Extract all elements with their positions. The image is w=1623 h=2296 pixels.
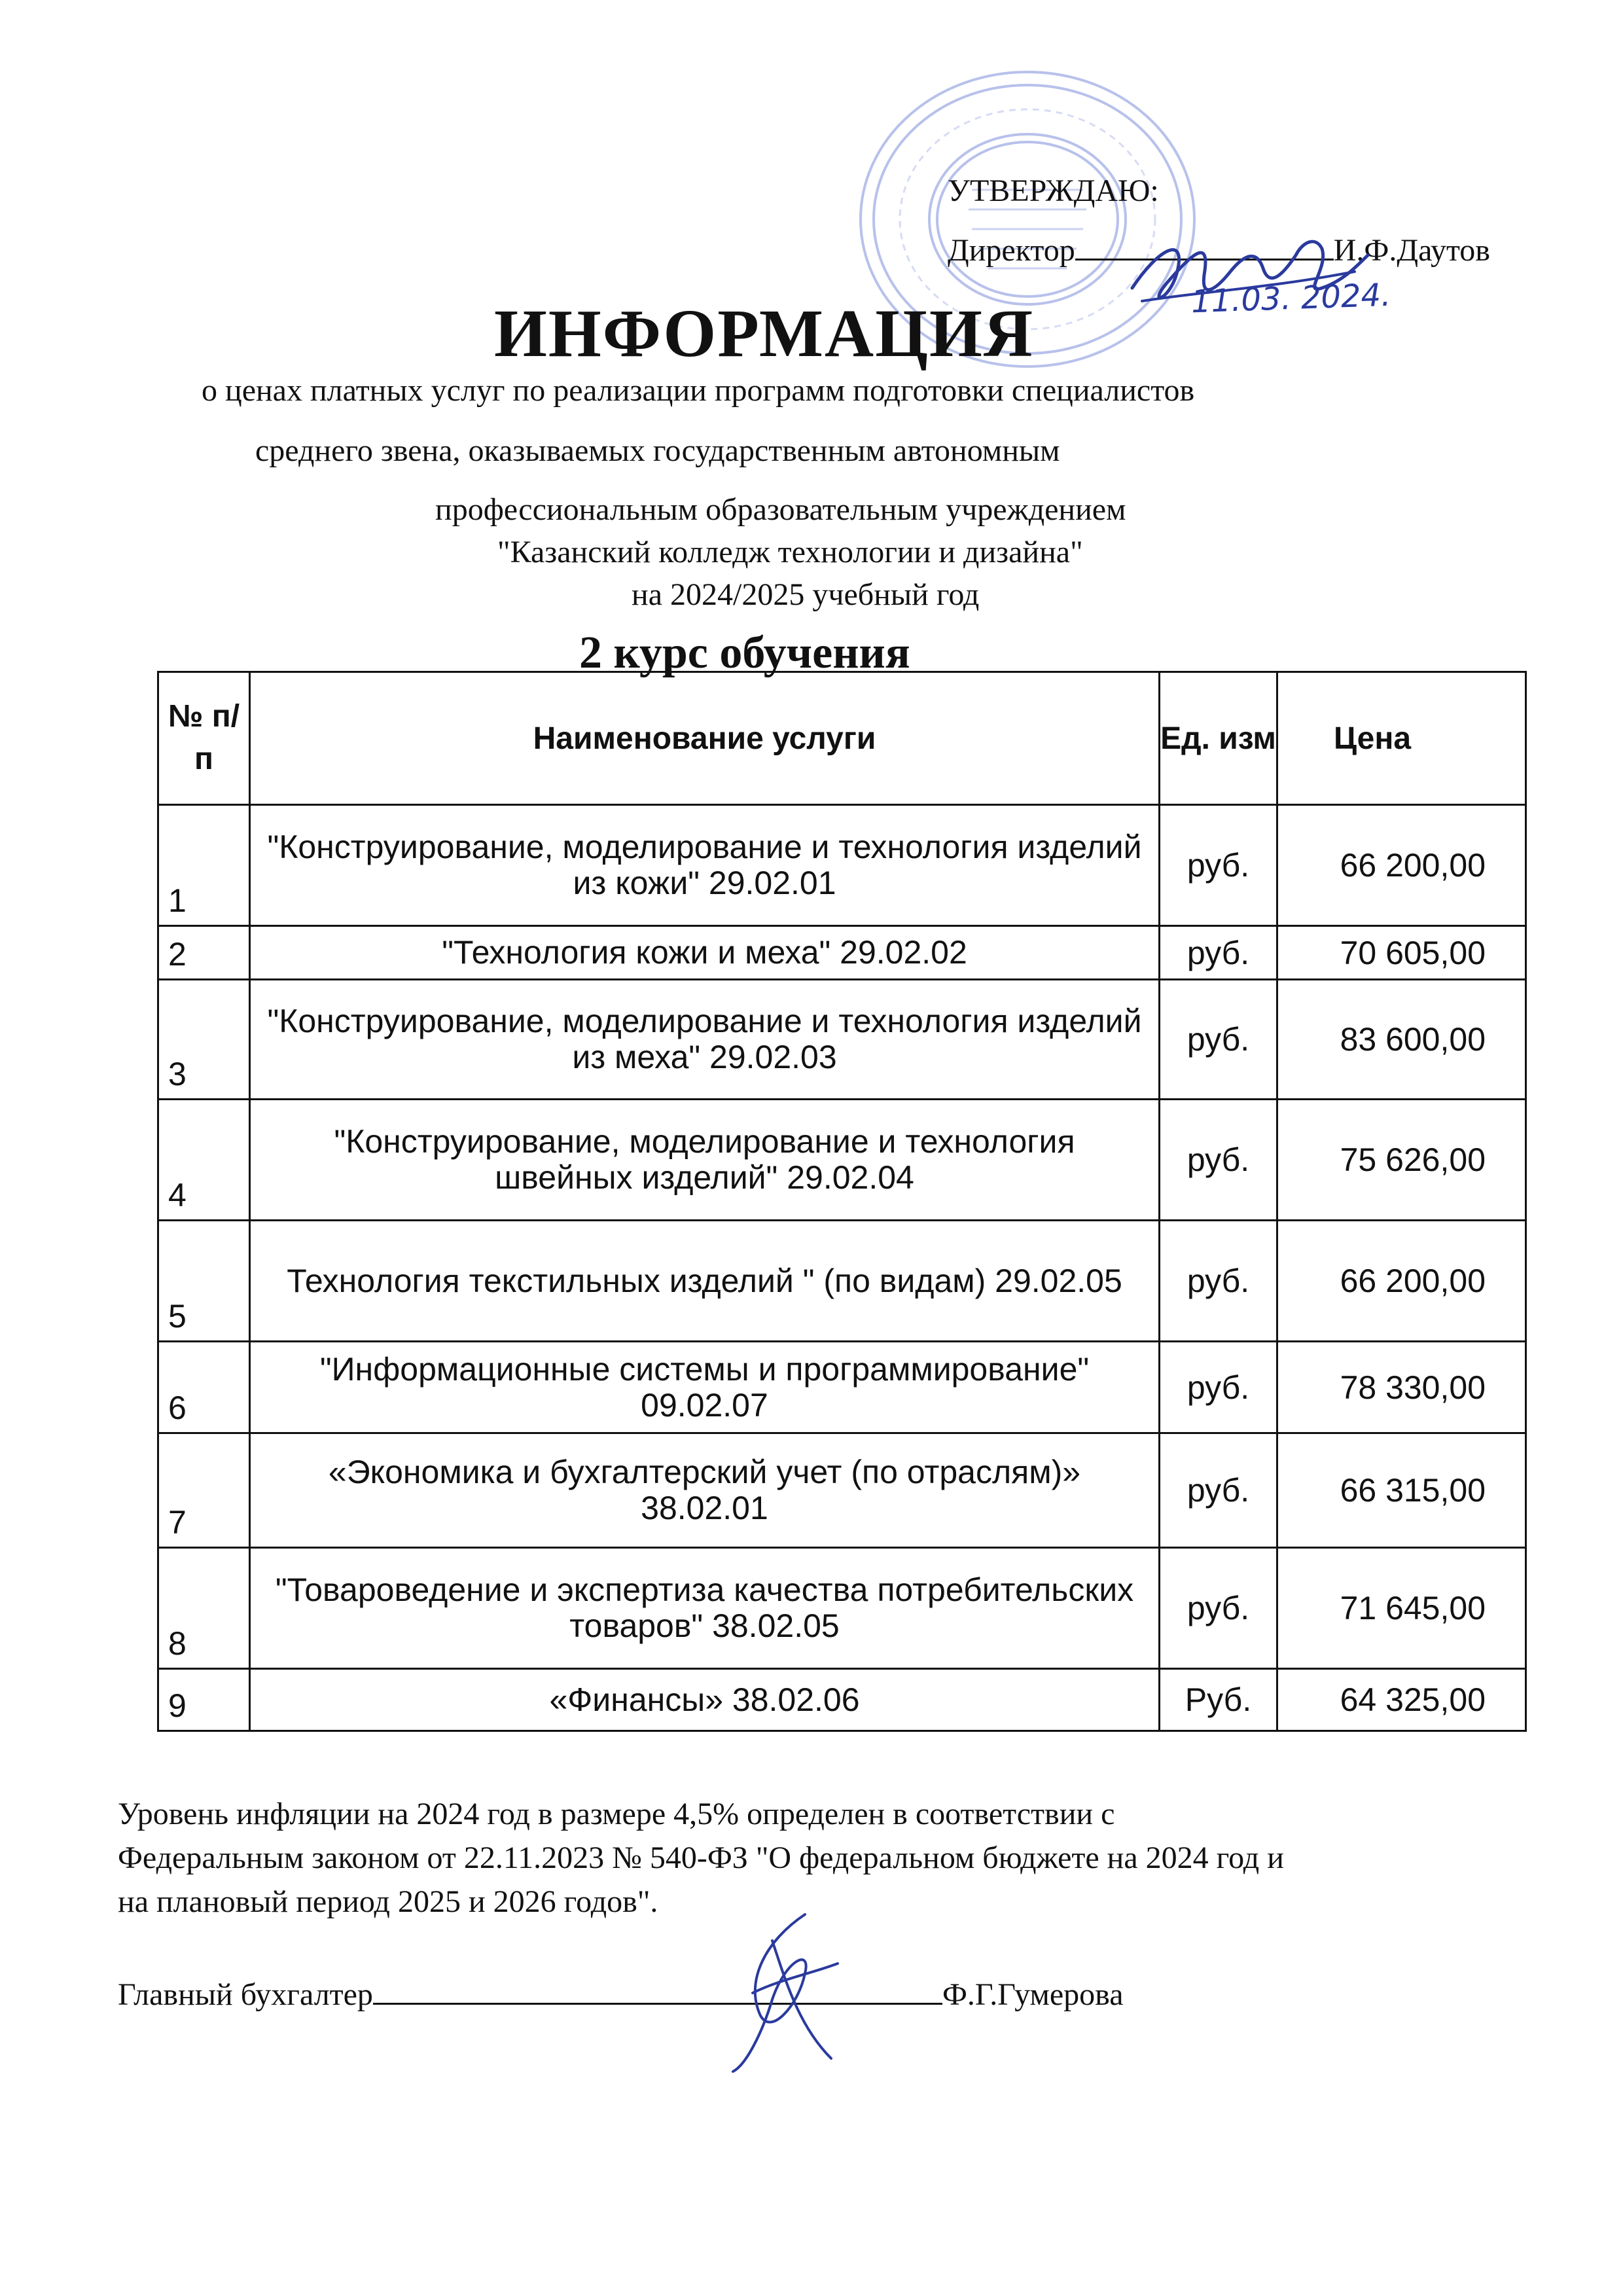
row-num: 9 — [158, 1669, 250, 1731]
table-row — [158, 1342, 1526, 1433]
table-row — [158, 926, 1526, 980]
table-header-row — [158, 672, 1526, 805]
accountant-signature — [707, 1901, 857, 2085]
table-row — [158, 980, 1526, 1100]
row-service-name: "Технология кожи и меха" 29.02.02 — [250, 926, 1160, 980]
row-unit: руб. — [1160, 805, 1277, 926]
table-row — [158, 1669, 1526, 1731]
subtitle-line-2: среднего звена, оказываемых государственным автономным — [255, 433, 1060, 468]
row-service-name: "Конструирование, моделирование и технология изделий из кожи" 29.02.01 — [250, 805, 1160, 926]
row-num: 7 — [158, 1433, 250, 1548]
table-row — [158, 1548, 1526, 1669]
row-price: 70 605,00 — [1277, 926, 1526, 980]
row-unit: руб. — [1160, 926, 1277, 980]
document-title: ИНФОРМАЦИЯ — [494, 296, 1034, 371]
row-service-name: "Товароведение и экспертиза качества потребительских товаров" 38.02.05 — [250, 1548, 1160, 1669]
row-num: 4 — [158, 1100, 250, 1221]
price-table — [157, 671, 1527, 1732]
subtitle-line-5: на 2024/2025 учебный год — [632, 577, 980, 612]
row-num: 3 — [158, 980, 250, 1100]
row-unit: руб. — [1160, 1433, 1277, 1548]
director-name: И.Ф.Даутов — [1333, 233, 1490, 268]
accountant-label: Главный бухгалтер — [118, 1977, 373, 2012]
row-unit: руб. — [1160, 1221, 1277, 1342]
table-row — [158, 1433, 1526, 1548]
row-price: 66 315,00 — [1277, 1433, 1526, 1548]
table-row — [158, 1221, 1526, 1342]
row-unit: руб. — [1160, 1100, 1277, 1221]
row-num: 6 — [158, 1342, 250, 1433]
subtitle-line-3: профессиональным образовательным учреждением — [435, 492, 1126, 527]
row-unit: руб. — [1160, 980, 1277, 1100]
row-unit: руб. — [1160, 1548, 1277, 1669]
table-row — [158, 1100, 1526, 1221]
subtitle-line-4: "Казанский колледж технологии и дизайна" — [497, 535, 1083, 569]
row-unit: Руб. — [1160, 1669, 1277, 1731]
director-label: Директор — [948, 233, 1075, 268]
row-service-name: "Конструирование, моделирование и технология швейных изделий" 29.02.04 — [250, 1100, 1160, 1221]
row-price: 66 200,00 — [1277, 805, 1526, 926]
row-service-name: "Конструирование, моделирование и технология изделий из меха" 29.02.03 — [250, 980, 1160, 1100]
row-price: 66 200,00 — [1277, 1221, 1526, 1342]
inflation-note-line-1: Уровень инфляции на 2024 год в размере 4,5% определен в соответствии с — [118, 1797, 1115, 1831]
row-service-name: «Финансы» 38.02.06 — [250, 1669, 1160, 1731]
accountant-name: Ф.Г.Гумерова — [942, 1977, 1124, 2012]
subtitle-line-1: о ценах платных услуг по реализации программ подготовки специалистов — [202, 373, 1195, 408]
row-num: 1 — [158, 805, 250, 926]
row-service-name: «Экономика и бухгалтерский учет (по отраслям)» 38.02.01 — [250, 1433, 1160, 1548]
row-num: 5 — [158, 1221, 250, 1342]
row-price: 64 325,00 — [1277, 1669, 1526, 1731]
inflation-note-line-2: Федеральным законом от 22.11.2023 № 540-ФЗ "О федеральном бюджете на 2024 год и — [118, 1840, 1284, 1875]
approval-date: 11.03. 2024. — [1190, 276, 1392, 321]
accountant-line — [118, 1977, 1124, 2011]
row-price: 83 600,00 — [1277, 980, 1526, 1100]
column-header-price: Цена — [1277, 672, 1526, 805]
inflation-note-line-3: на плановый период 2025 и 2026 годов". — [118, 1884, 658, 1919]
course-heading: 2 курс обучения — [579, 628, 910, 678]
table-row — [158, 805, 1526, 926]
column-header-name: Наименование услуги — [250, 672, 1160, 805]
row-price: 75 626,00 — [1277, 1100, 1526, 1221]
row-price: 78 330,00 — [1277, 1342, 1526, 1433]
approval-title: УТВЕРЖДАЮ: — [948, 173, 1159, 208]
row-price: 71 645,00 — [1277, 1548, 1526, 1669]
row-unit: руб. — [1160, 1342, 1277, 1433]
row-num: 8 — [158, 1548, 250, 1669]
row-num: 2 — [158, 926, 250, 980]
column-header-unit: Ед. изм — [1160, 672, 1277, 805]
column-header-num: № п/п — [158, 672, 250, 805]
row-service-name: "Информационные системы и программирование" 09.02.07 — [250, 1342, 1160, 1433]
row-service-name: Технология текстильных изделий " (по видам) 29.02.05 — [250, 1221, 1160, 1342]
